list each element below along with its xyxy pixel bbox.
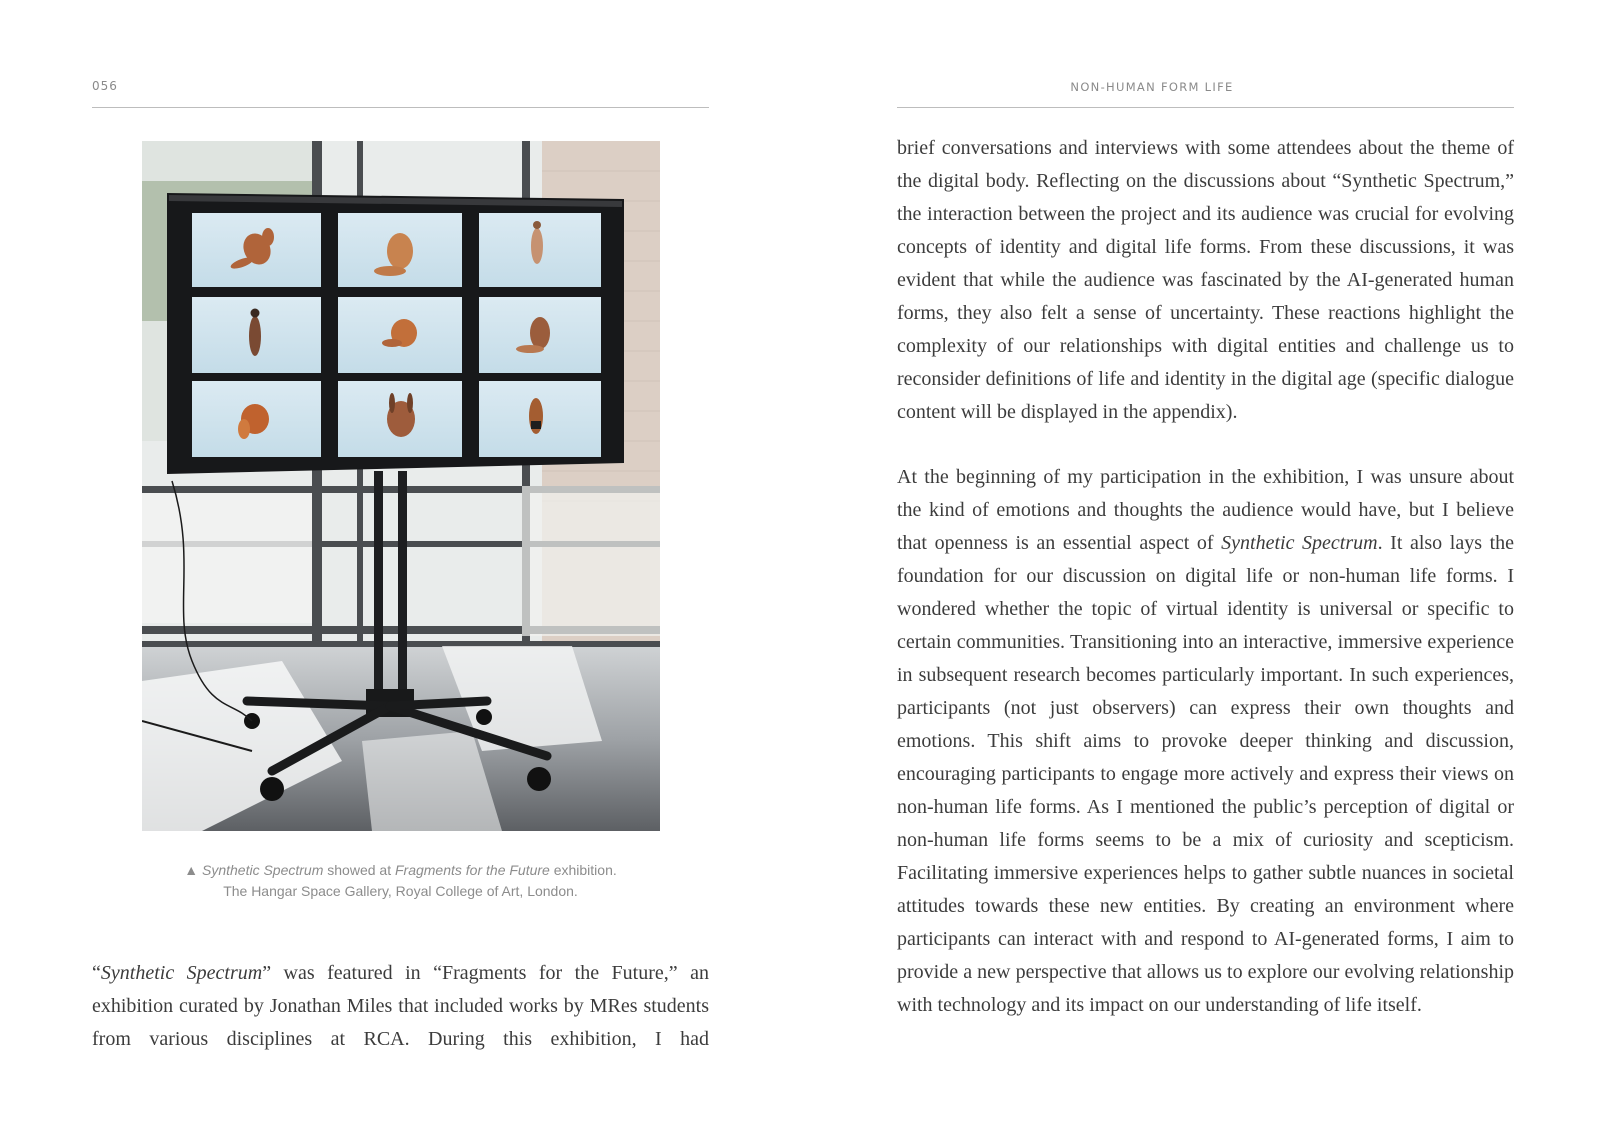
header-rule xyxy=(897,107,1514,108)
header-rule xyxy=(92,107,709,108)
left-body-paragraph: “Synthetic Spectrum” was featured in “Fragments for the Future,” an exhibition curated by Jonathan Miles that included works by MRes students from various disciplines at RCA. During this exhibition, I had xyxy=(92,962,709,1050)
caption-line-2: The Hangar Space Gallery, Royal College of Art, London. xyxy=(223,883,578,899)
body-paragraph-2: At the beginning of my participation in the exhibition, I was unsure about the kind of emotions and thoughts the audience would have, but I believe that openness is an essential aspect of Synthetic Spectrum. It also lays the foundation for our discussion on digital life or non-human life forms. I wondered whether the topic of virtual identity is universal or specific to certain communities. Transitioning into an interactive, immersive experience in subsequent research becomes particularly important. In such experiences, participants (not just observers) can express their own thoughts and emotions. This shift aims to provoke deeper thinking and discussion, encouraging participants to engage more actively and express their views on non-human life forms. As I mentioned the public’s perception of digital or non-human life forms seems to be a mix of curiosity and scepticism. Facilitating immersive experiences helps to gather subtle nuances in societal attitudes towards these new entities. By creating an environment where participants can interact with and respond to AI-generated forms, I aim to provide a new perspective that allows us to explore our evolving relationship with technology and its impact on our understanding of life itself. xyxy=(897,466,1515,1016)
running-head: NON-HUMAN FORM LIFE xyxy=(1070,80,1234,94)
triangle-up-icon: ▲ xyxy=(184,862,199,878)
body-paragraph-1: brief conversations and interviews with some attendees about the theme of the digital body. Reflecting on the discussions about “Synthetic Spectrum,” the interaction between the project and its audience was crucial for evolving concepts of identity and digital life forms. From these discussions, it was evident that while the audience was fascinated by the AI-generated human forms, they also felt a sense of uncertainty. These reactions highlight the complexity of our relationships with digital entities and challenge us to reconsider definitions of life and identity in the digital age (specific dialogue content will be displayed in the appendix). xyxy=(897,137,1514,423)
figure-caption xyxy=(92,860,709,902)
right-page xyxy=(800,0,1600,1135)
page-number: 056 xyxy=(92,79,118,93)
exhibition-photo xyxy=(142,141,660,831)
caption-line-1: ▲ Synthetic Spectrum showed at Fragments for the Future exhibition. xyxy=(184,862,617,878)
